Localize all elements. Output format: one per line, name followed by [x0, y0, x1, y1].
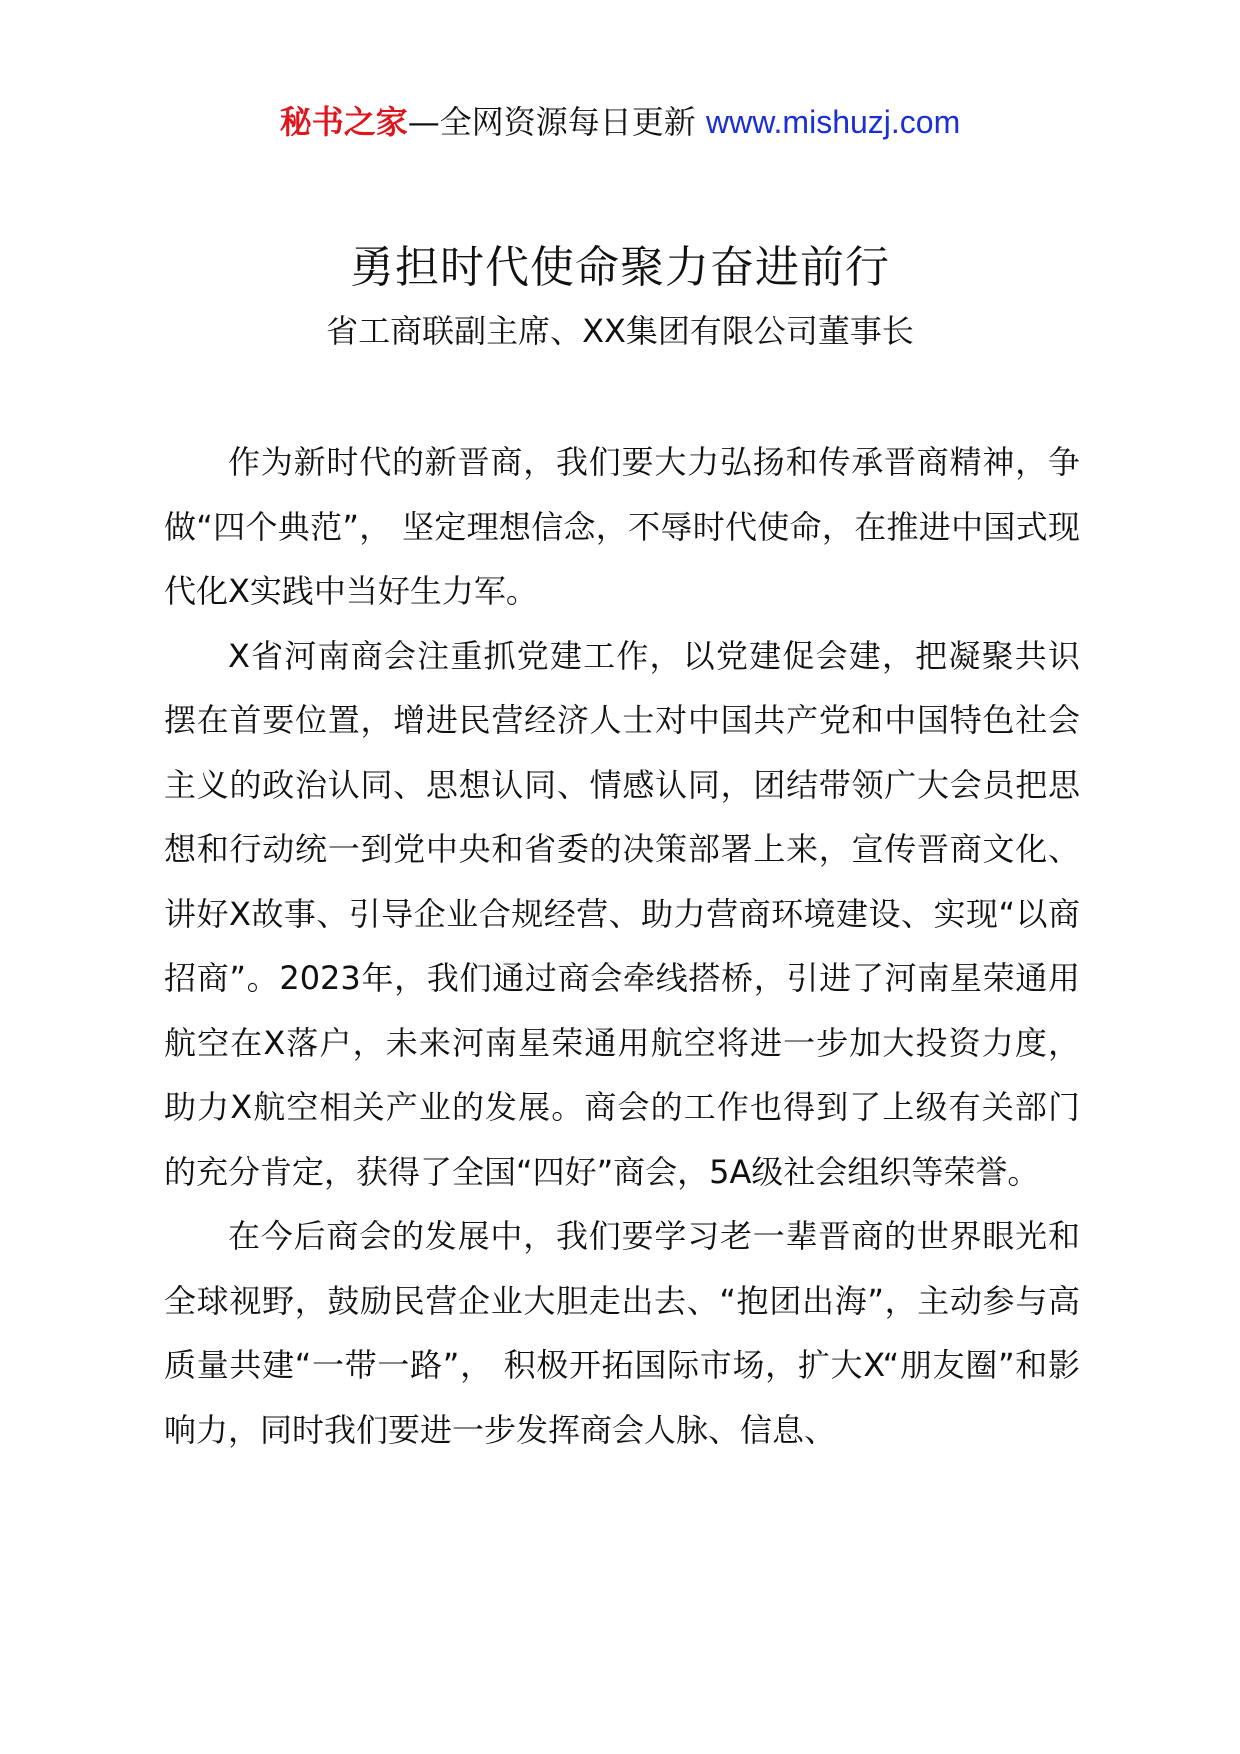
site-tagline: —全网资源每日更新 — [407, 103, 706, 141]
site-url-link[interactable]: www.mishuzj.com — [705, 104, 961, 140]
body-paragraph: X省河南商会注重抓党建工作，以党建促会建，把凝聚共识摆在首要位置，增进民营经济人士对中国共产党和中国特色社会主义的政治认同、思想认同、情感认同，团结带领广大会员把思想和行动统一到党中央和省委的决策部署上来，宣传晋商文化、讲好X故事、引导企业合规经营、助力营商环境建设、实现“以商招商”。2023年，我们通过商会牵线搭桥，引进了河南星荣通用航空在X落户，未来河南星荣通用航空将进一步加大投资力度，助力X航空相关产业的发展。商会的工作也得到了上级有关部门的充分肯定，获得了全国“四好”商会，5A级社会组织等荣誉。 — [164, 636, 1080, 1191]
site-header-banner — [0, 100, 1240, 144]
body-paragraph: 作为新时代的新晋商，我们要大力弘扬和传承晋商精神，争做“四个典范”， 坚定理想信念，不辱时代使命，在推进中国式现代化X实践中当好生力军。 — [164, 443, 1080, 610]
body-paragraph: 在今后商会的发展中，我们要学习老一辈晋商的世界眼光和全球视野，鼓励民营企业大胆走出去、“抱团出海”，主动参与高质量共建“一带一路”， 积极开拓国际市场，扩大X“朋友圈”和影响力，同时我们要进一步发挥商会人脉、信息、 — [164, 1217, 1080, 1449]
document-subtitle: 省工商联副主席、XX集团有限公司董事长 — [326, 312, 914, 350]
document-title: 勇担时代使命聚力奋进前行 — [350, 242, 890, 293]
document-body — [164, 430, 1080, 1462]
site-brand-name: 秘书之家 — [279, 103, 408, 141]
